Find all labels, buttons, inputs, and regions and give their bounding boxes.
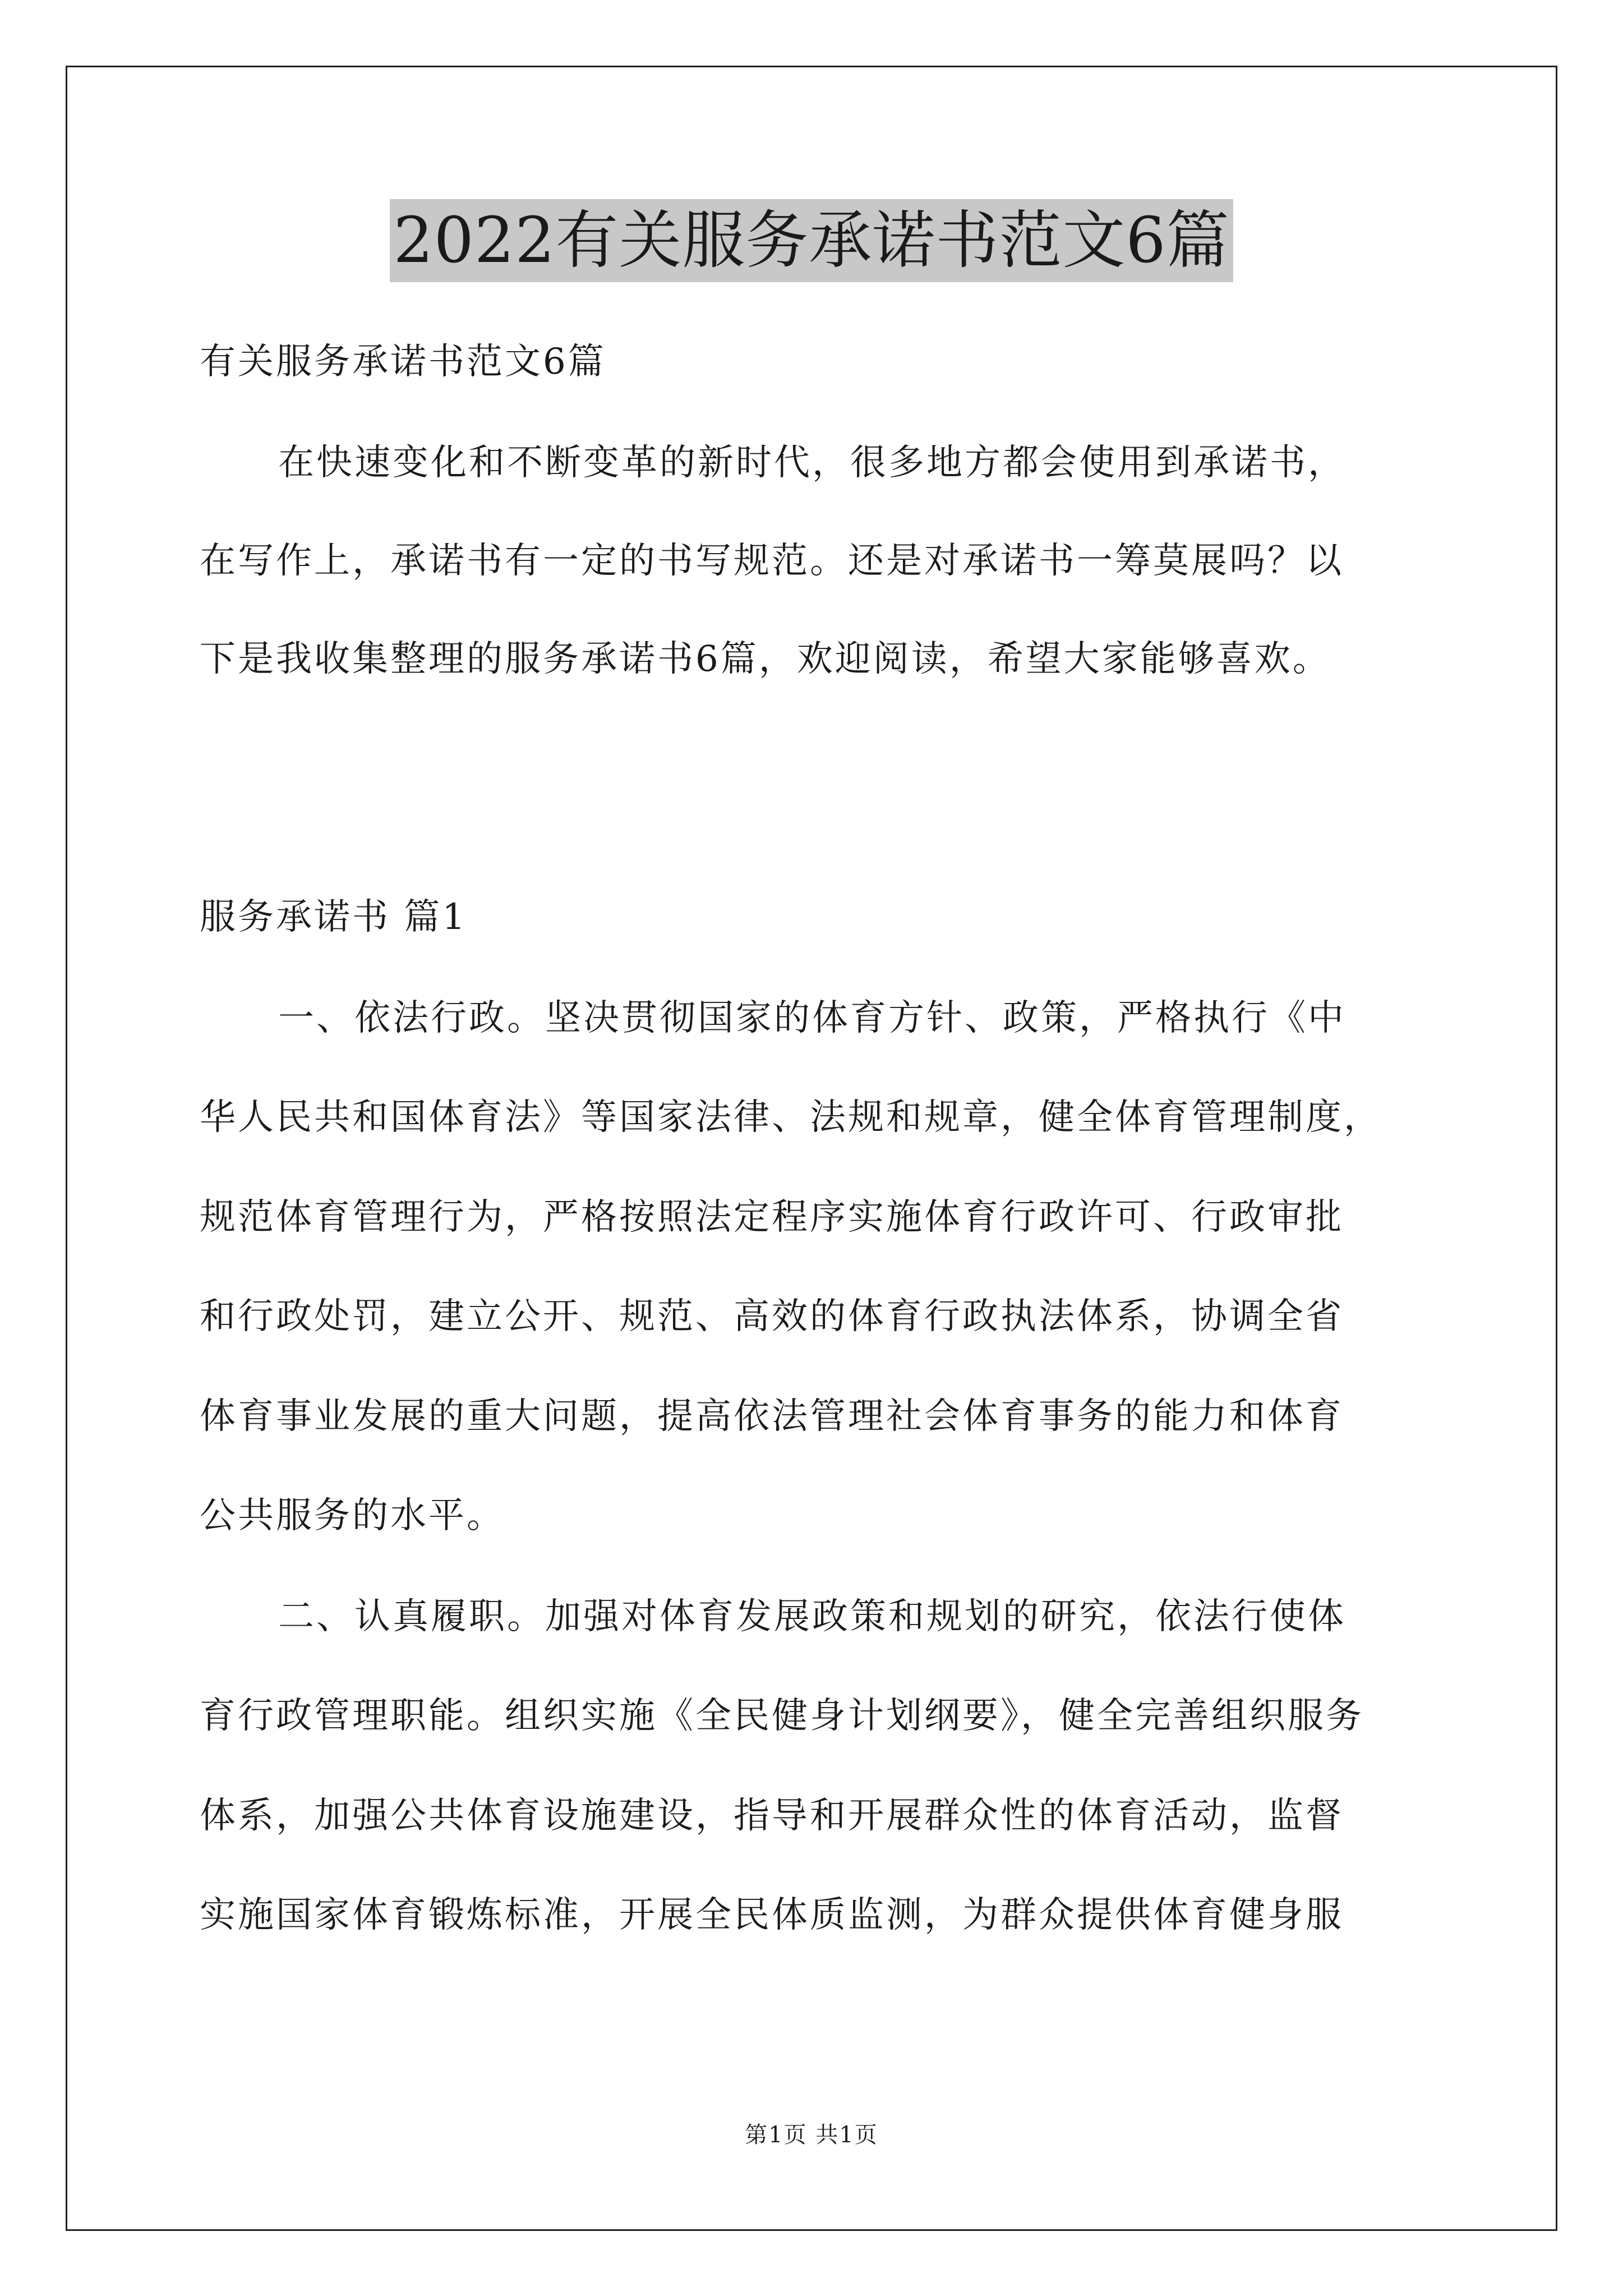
paragraph-line: 一、依法行政。坚决贯彻国家的体育方针、政策，严格执行《中 xyxy=(278,997,1346,1039)
paragraph-line: 体育事业发展的重大问题，提高依法管理社会体育事务的能力和体育 xyxy=(200,1396,1344,1437)
paragraph-line: 二、认真履职。加强对体育发展政策和规划的研究，依法行使体 xyxy=(278,1596,1346,1637)
title-container xyxy=(0,199,1623,282)
paragraph-line: 育行政管理职能。组织实施《全民健身计划纲要》，健全完善组织服务 xyxy=(200,1695,1364,1737)
page-footer: 第1页 共1页 xyxy=(745,2122,878,2148)
intro-line: 在快速变化和不断变革的新时代，很多地方都会使用到承诺书， xyxy=(278,442,1346,484)
intro-line: 在写作上，承诺书有一定的书写规范。还是对承诺书一筹莫展吗？以 xyxy=(200,540,1344,582)
paragraph-line: 公共服务的水平。 xyxy=(200,1495,505,1536)
document-title: 2022有关服务承诺书范文6篇 xyxy=(390,199,1233,282)
section-heading: 服务承诺书 篇1 xyxy=(200,896,468,938)
paragraph-line: 和行政处罚，建立公开、规范、高效的体育行政执法体系，协调全省 xyxy=(200,1296,1344,1337)
paragraph-line: 实施国家体育锻炼标准，开展全民体质监测，为群众提供体育健身服 xyxy=(200,1894,1344,1936)
paragraph-line: 规范体育管理行为，严格按照法定程序实施体育行政许可、行政审批 xyxy=(200,1197,1344,1238)
paragraph-line: 体系，加强公共体育设施建设，指导和开展群众性的体育活动，监督 xyxy=(200,1795,1344,1837)
subtitle: 有关服务承诺书范文6篇 xyxy=(200,341,606,383)
intro-line: 下是我收集整理的服务承诺书6篇，欢迎阅读，希望大家能够喜欢。 xyxy=(200,638,1331,680)
paragraph-line: 华人民共和国体育法》等国家法律、法规和规章，健全体育管理制度， xyxy=(200,1097,1382,1138)
